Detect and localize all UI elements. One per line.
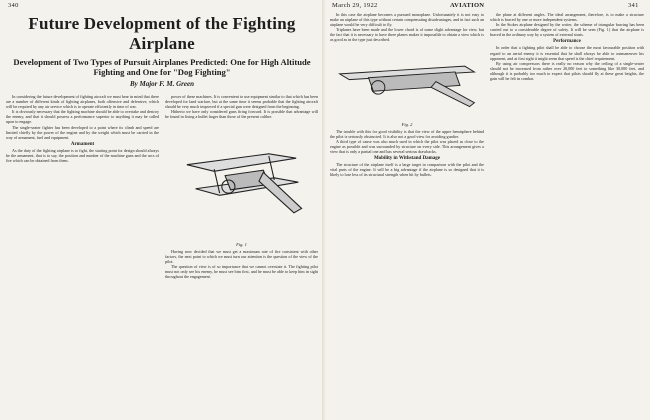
right-page-number: 341 [628,2,639,9]
paragraph: In this case the airplane becomes a pursued monoplane. Unfortunately it is not easy to make an airplane of this type without certain compensating disadvantages, and in fact such an airplane would be very difficult to fly. [330,12,484,28]
figure-1 [165,121,318,246]
paragraph: Triplanes have been made and the lower chord is of some slight advantage for view, but the fact that it is necessary to have three planes makes it impossible to obtain a view which is as good as in the type just described. [330,27,484,43]
figure-2 [330,45,484,127]
section-heading-performance: Performance [553,39,581,45]
paragraph: Having now decided that we must get a maximum rate of fire consistent with other factors, the next point to which we must turn our attention is the question of the view of the pilot. [165,248,318,264]
page-fold [322,0,326,420]
article-byline: By Major F. M. Green [129,80,195,88]
paragraph: In considering the future development of fighting aircraft we must bear in mind that there are a number of different kinds of fighting airplanes, both offensive and defensive, which will be required by any air service which is to operate efficiently in time of war. [6,94,159,110]
left-page [6,8,318,420]
paragraph: A third type of cause was also much used in which the pilot was placed as close to the engine as possible and was surrounded by structure on every side. This arrangement gives a view that is only a partial one and has several serious drawbacks. [330,138,484,154]
figure-2-caption: Fig. 2 [401,121,413,127]
right-column-1 [330,12,484,177]
paragraph: The question of view is of so importance that we cannot overstate it. The fighting pilot must not only see his enemy, he must see him first, and he must be able to keep him in sight throughout the engagement. [165,263,318,280]
figure-1-caption: Fig. 1 [236,241,247,247]
left-column-1 [6,94,159,279]
right-column-2 [490,12,644,177]
right-page [330,8,644,420]
monoplane-illustration [330,45,484,122]
paragraph: In the Stokes airplane designed by the writer, the scheme of triangular bracing has been carried out to a considerable degree of safety. It will be seen (Fig. 1) that the airplane is braced in the ordinary way by a system of external struts. [490,22,644,38]
left-page-number: 340 [8,2,19,9]
left-column-2 [165,94,318,279]
paragraph: The trouble with this for good visibility is that the view of the upper hemisphere behind the pilot is seriously obstructed. It is also not a good view for avoiding gunfire. [330,128,484,139]
section-heading-mobility: Mobility in Withstand Damage [373,156,441,162]
paragraph: By using air compressors there is really no reason why the ceiling of a single-seater should not be increased from rather over 20,000 feet to something like 30,000 feet, and although it is probably too much to expect that pilots should fly at these great heights, the gain will be felt in combat. [490,60,644,82]
right-header-journal: AVIATION [450,2,485,9]
article-subtitle: Development of Two Types of Pursuit Airplanes Predicted: One for High Altitude Fighting and One for "Dog Fighting" [13,57,311,77]
right-header-date: March 29, 1922 [332,2,378,9]
paragraph: The structure of the airplane itself is a large target in comparison with the pilot and the vital parts of the engine. It will be a big advantage if the airplane is so designed that it is likely to lose less of its structural strength when hit by bullets. [330,162,484,178]
paragraph: It is obviously necessary that the fighting machine should be able to overtake and destroy the enemy, and that it should possess a performance superior to anything it may be called upon to engage. [6,109,159,125]
biplane-illustration [165,121,318,241]
paragraph: The single-seater fighter has been developed to a point where its climb and speed are limited chiefly by the power of the engine and by the weight which must be carried in the way of armament, fuel and equipment. [6,124,159,140]
paragraph: Hitherto we have only considered guns firing forward. It is possible that advantage will be found in fixing a bullet larger than those of the present calibre. [165,109,318,120]
section-heading-armament: Armament [70,141,95,147]
paragraph: In order that a fighting pilot shall be able to choose the most favourable position with regard to an aerial enemy it is essential that he shall always be able to outmaneuver his opponent, and at first sight it might seem that speed is the chief requirement. [490,45,644,61]
paragraph: As the duty of the fighting airplane is to fight, the starting point for design should always be the armament, that is to say, the position and number of the machine guns and the arcs of fire which can be obtained from them. [6,147,159,164]
paragraph: the plane at different angles. The ideal arrangement, therefore, is to make a structure which is braced by one or more independent systems. [490,12,644,23]
article-title: Future Development of the Fighting Airplane [28,14,296,53]
paragraph: power of these machines. It is convenient to use equipment similar to that which has been developed for land warfare, but at the same time it seems probable that the fighting aircraft should be very much improved if a special gun were designed from the beginning. [165,94,318,110]
